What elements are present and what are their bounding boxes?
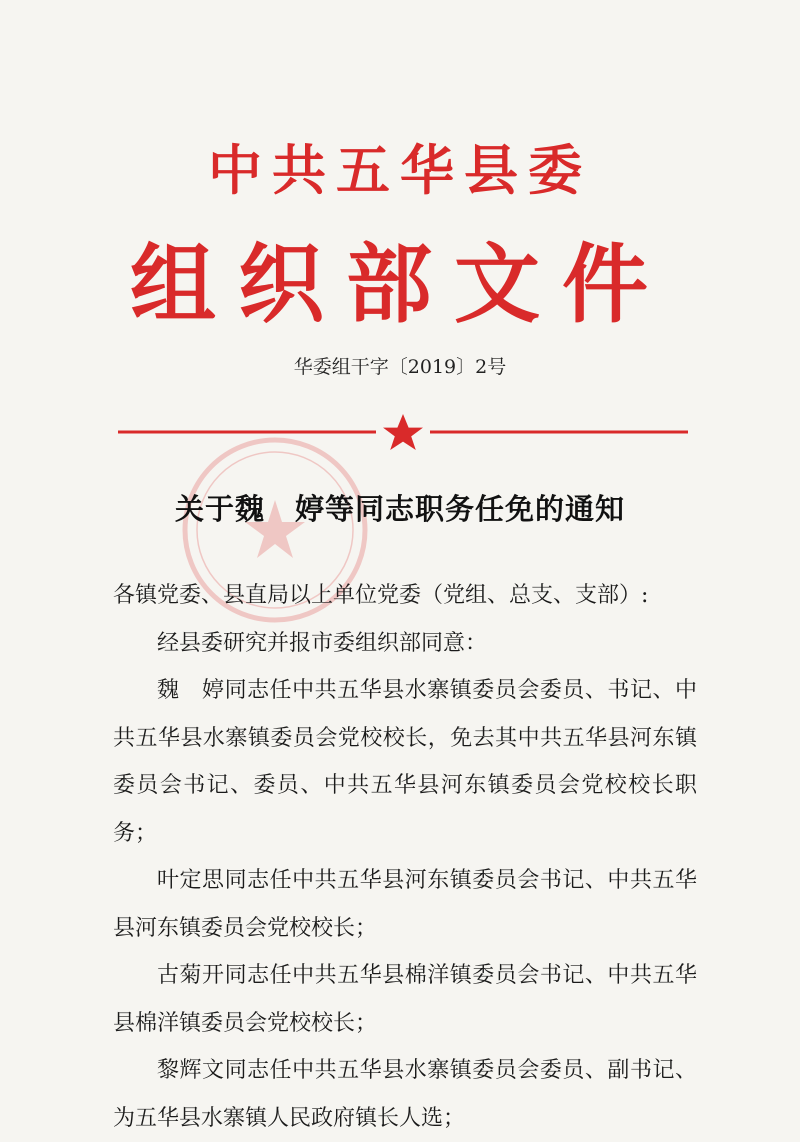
- intro-paragraph: 经县委研究并报市委组织部同意：: [157, 630, 488, 656]
- document-number: 华委组干字〔2019〕2号: [293, 356, 507, 378]
- appointment-item: 黎辉文同志任中共五华县水寨镇委员会委员、副书记、为五华县水寨镇人民政府镇长人选；: [113, 1058, 697, 1131]
- salutation: 各镇党委、县直局以上单位党委（党组、总支、支部）:: [113, 583, 649, 608]
- appointment-item: 魏 婷同志任中共五华县水寨镇委员会委员、书记、中共五华县水寨镇委员会党校校长，免去其中共五华县河东镇委员会书记、委员、中共五华县河东镇委员会党校校长职务；: [113, 678, 697, 846]
- appointment-item: 叶定思同志任中共五华县河东镇委员会书记、中共五华县河东镇委员会党校校长；: [113, 868, 697, 941]
- document-type-heading: 组织部文件: [130, 234, 670, 335]
- red-star-divider: [118, 410, 688, 450]
- notice-title: 关于魏 婷等同志职务任免的通知: [174, 492, 625, 526]
- issuer-name: 中共五华县委: [208, 138, 592, 202]
- star-icon: [383, 414, 423, 450]
- notice-body: [113, 572, 697, 1142]
- appointment-item: 古菊开同志任中共五华县棉洋镇委员会书记、中共五华县棉洋镇委员会党校校长；: [113, 963, 697, 1036]
